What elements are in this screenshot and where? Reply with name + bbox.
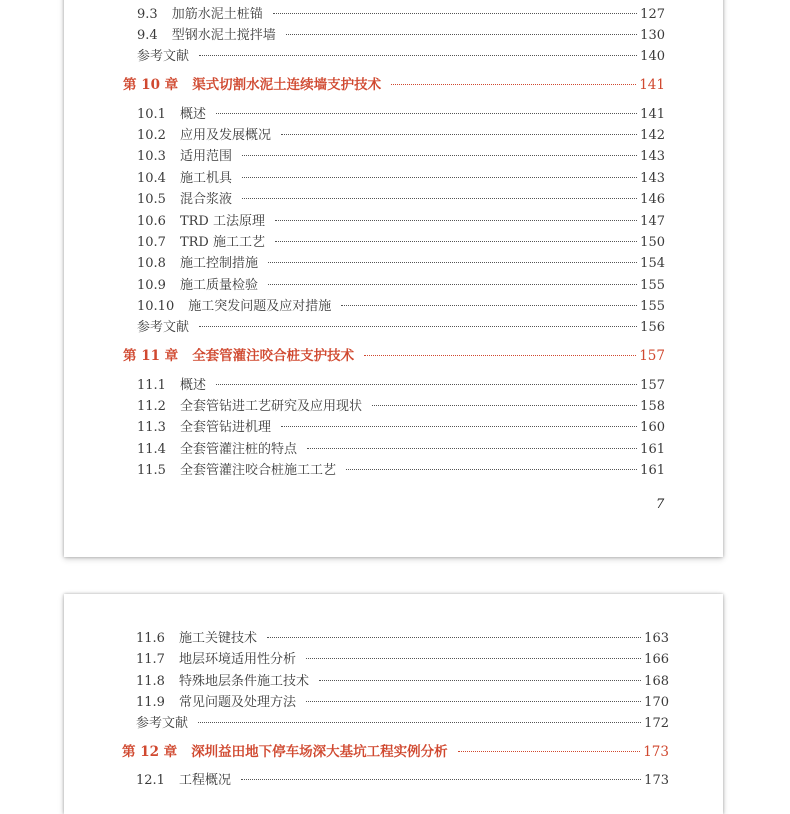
chapter-number: 第 12 章: [122, 744, 178, 760]
dot-leader: [286, 34, 637, 35]
section-number: 10.2: [137, 128, 166, 143]
section-number: 11.1: [137, 378, 166, 393]
page-ref: 155: [640, 299, 665, 314]
toc-section-row[interactable]: [137, 277, 665, 295]
page-ref: 163: [644, 631, 669, 646]
page-ref: 140: [640, 49, 665, 64]
toc-section-row[interactable]: [137, 191, 665, 209]
section-number: 9.3: [137, 7, 158, 22]
section-title: 施工关键技术: [178, 631, 257, 646]
toc-section-row[interactable]: [137, 377, 665, 395]
dot-leader: [281, 134, 637, 135]
page-ref: 160: [640, 420, 665, 435]
dot-leader: [306, 658, 641, 659]
toc-section-row[interactable]: [137, 255, 665, 273]
page-ref: 161: [640, 463, 665, 478]
section-title: 概述: [179, 378, 206, 393]
section-number: 10.5: [137, 192, 166, 207]
dot-leader: [198, 722, 641, 723]
toc-section-row[interactable]: [137, 6, 665, 24]
page-ref: 147: [640, 214, 665, 229]
section-number: 9.4: [137, 28, 158, 43]
section-number: 11.7: [136, 652, 165, 667]
page-ref: 168: [644, 674, 669, 689]
toc-section-row[interactable]: [136, 651, 669, 669]
toc-section-row[interactable]: [136, 694, 669, 712]
dot-leader: [216, 384, 637, 385]
page-ref: 172: [644, 716, 669, 731]
toc-section-row[interactable]: [137, 170, 665, 188]
dot-leader: [391, 84, 636, 85]
toc-chapter-row[interactable]: [123, 347, 665, 365]
toc-page-1: [64, 0, 723, 557]
dot-leader: [216, 113, 637, 114]
toc-section-row[interactable]: [137, 419, 665, 437]
chapter-title: 全套管灌注咬合桩支护技术: [192, 348, 355, 364]
toc-references-row[interactable]: [137, 319, 665, 337]
toc-section-row[interactable]: [137, 398, 665, 416]
page-ref: 141: [640, 107, 665, 122]
page-ref: 141: [639, 77, 665, 93]
toc-section-row[interactable]: [137, 234, 665, 252]
section-title: 混合浆液: [179, 192, 232, 207]
chapter-number: 第 11 章: [123, 348, 179, 364]
section-title: 概述: [179, 107, 206, 122]
section-number: 10.1: [137, 107, 166, 122]
section-number: 11.5: [137, 463, 166, 478]
section-title: TRD 工法原理: [179, 214, 265, 229]
page-ref: 130: [640, 28, 665, 43]
dot-leader: [275, 241, 637, 242]
section-number: 11.3: [137, 420, 166, 435]
section-title: 参考文献: [137, 320, 190, 335]
toc-section-row[interactable]: [137, 27, 665, 45]
page-ref: 155: [640, 278, 665, 293]
section-title: 加筋水泥土桩锚: [171, 7, 263, 22]
section-title: 施工突发问题及应对措施: [188, 299, 332, 314]
dot-leader: [281, 426, 637, 427]
section-title: 地层环境适用性分析: [178, 652, 296, 667]
section-title: 工程概况: [178, 773, 231, 788]
section-number: 11.9: [136, 695, 165, 710]
toc-section-row[interactable]: [137, 298, 665, 316]
section-title: 适用范围: [179, 149, 232, 164]
toc-section-row[interactable]: [136, 630, 669, 648]
section-number: 11.6: [136, 631, 165, 646]
toc-references-row[interactable]: [137, 48, 665, 66]
section-number: 10.7: [137, 235, 166, 250]
dot-leader: [372, 405, 637, 406]
section-number: 10.4: [137, 171, 166, 186]
dot-leader: [319, 680, 641, 681]
section-title: 常见问题及处理方法: [178, 695, 296, 710]
section-title: 施工控制措施: [179, 256, 258, 271]
page-ref: 154: [640, 256, 665, 271]
page-ref: 158: [640, 399, 665, 414]
section-number: 10.6: [137, 214, 166, 229]
section-number: 12.1: [136, 773, 165, 788]
section-title: 型钢水泥土搅拌墙: [171, 28, 276, 43]
page-ref: 142: [640, 128, 665, 143]
toc-section-row[interactable]: [136, 673, 669, 691]
section-title: [172, 0, 289, 2]
dot-leader: [242, 198, 637, 199]
section-number: [137, 0, 158, 2]
dot-leader: [346, 469, 637, 470]
section-title: TRD 施工工艺: [179, 235, 265, 250]
dot-leader: [268, 262, 637, 263]
toc-section-row[interactable]: [137, 0, 665, 2]
toc-section-row[interactable]: [137, 462, 665, 480]
page-ref: 161: [640, 442, 665, 457]
chapter-number: 第 10 章: [123, 77, 179, 93]
section-title: 全套管钻进工艺研究及应用现状: [179, 399, 362, 414]
page-ref: 166: [644, 652, 669, 667]
page-ref: 143: [640, 171, 665, 186]
page-number: 7: [656, 497, 665, 512]
page-ref: 157: [640, 378, 665, 393]
dot-leader: [199, 326, 637, 327]
page-ref: 170: [644, 695, 669, 710]
section-number: 10.9: [137, 278, 166, 293]
section-number: 10.10: [137, 299, 175, 314]
page-ref: 150: [640, 235, 665, 250]
dot-leader: [242, 155, 637, 156]
chapter-title: 渠式切割水泥土连续墙支护技术: [192, 77, 382, 93]
page-ref: 173: [644, 773, 669, 788]
dot-leader: [306, 701, 641, 702]
page-ref: 127: [640, 7, 665, 22]
dot-leader: [199, 55, 637, 56]
dot-leader: [273, 13, 637, 14]
dot-leader: [364, 355, 636, 356]
section-title: 参考文献: [137, 49, 190, 64]
section-number: 11.2: [137, 399, 166, 414]
section-number: 10.3: [137, 149, 166, 164]
dot-leader: [307, 448, 637, 449]
dot-leader: [268, 284, 637, 285]
chapter-title: 深圳益田地下停车场深大基坑工程实例分析: [191, 744, 448, 760]
page-ref: [640, 0, 665, 2]
page-ref: 143: [640, 149, 665, 164]
section-number: 11.8: [136, 674, 165, 689]
section-title: 参考文献: [136, 716, 189, 731]
toc-section-row[interactable]: [137, 127, 665, 145]
toc-section-row[interactable]: [136, 772, 669, 790]
dot-leader: [275, 220, 637, 221]
section-number: 10.8: [137, 256, 166, 271]
dot-leader: [241, 779, 641, 780]
page-ref: 173: [643, 744, 669, 760]
toc-section-row[interactable]: [137, 213, 665, 231]
section-title: 全套管灌注咬合桩施工工艺: [179, 463, 336, 478]
toc-references-row[interactable]: [136, 715, 669, 733]
section-title: 施工质量检验: [179, 278, 258, 293]
section-title: 施工机具: [179, 171, 232, 186]
toc-chapter-row[interactable]: [123, 76, 665, 94]
toc-section-row[interactable]: [137, 148, 665, 166]
toc-section-row[interactable]: [137, 106, 665, 124]
section-title: 全套管灌注桩的特点: [179, 442, 297, 457]
page-ref: 146: [640, 192, 665, 207]
page-ref: 156: [640, 320, 665, 335]
toc-page-2: [64, 594, 723, 814]
section-title: 全套管钻进机理: [179, 420, 271, 435]
dot-leader: [458, 751, 641, 752]
section-number: 11.4: [137, 442, 166, 457]
section-title: 特殊地层条件施工技术: [178, 674, 309, 689]
dot-leader: [267, 637, 641, 638]
dot-leader: [242, 177, 637, 178]
toc-section-row[interactable]: [137, 441, 665, 459]
section-title: 应用及发展概况: [179, 128, 271, 143]
page-ref: 157: [639, 348, 665, 364]
dot-leader: [341, 305, 637, 306]
toc-chapter-row[interactable]: [122, 743, 669, 761]
